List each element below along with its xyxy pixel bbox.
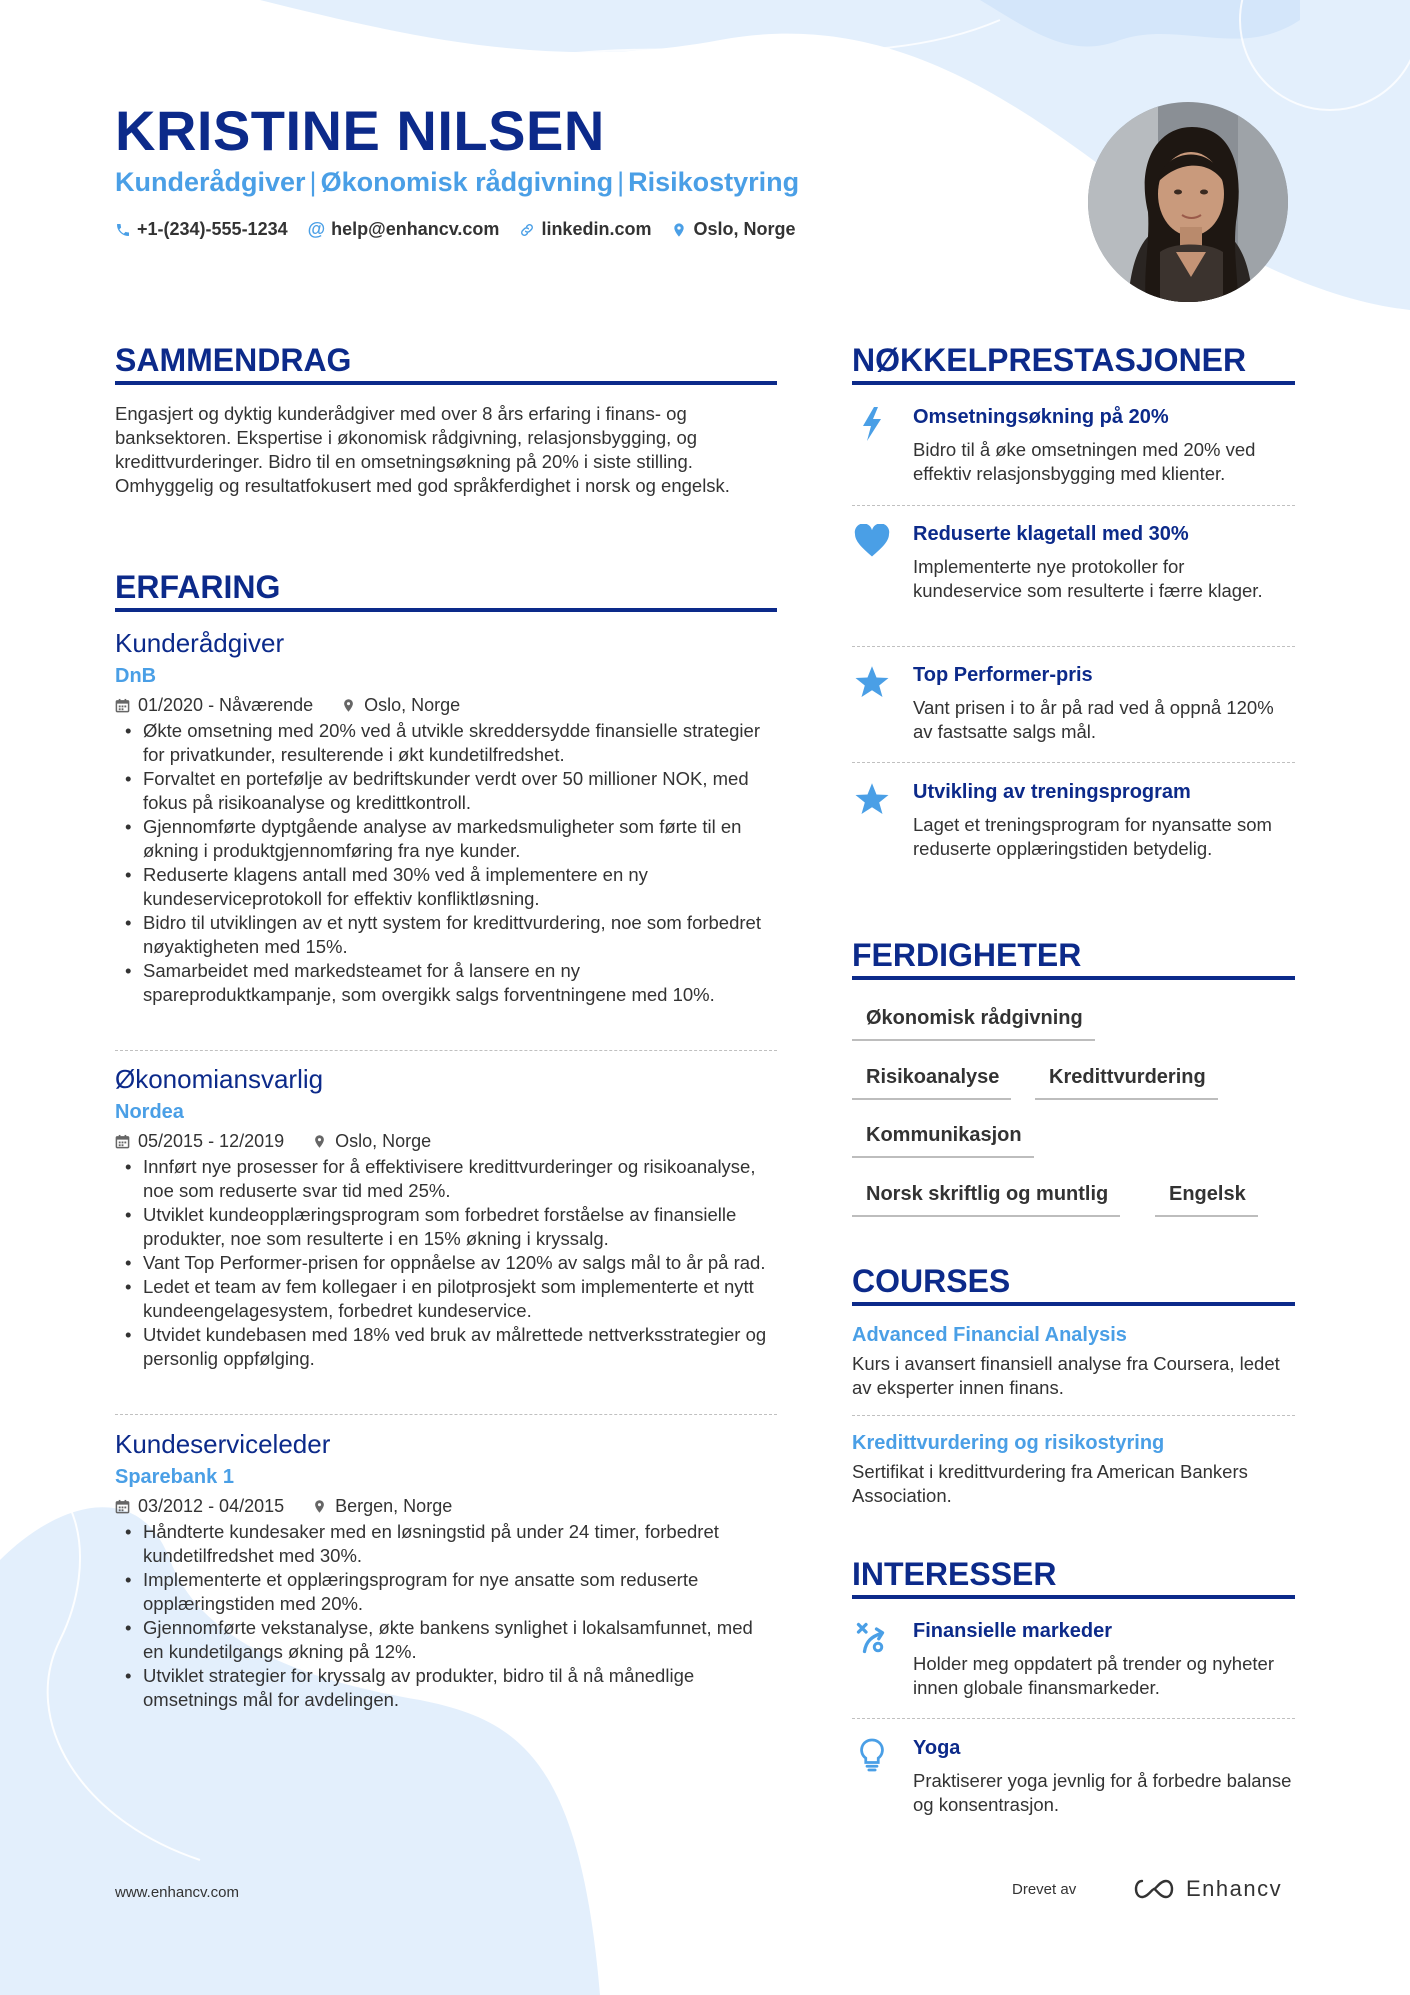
job-dates-text: 03/2012 - 04/2015 <box>138 1496 285 1516</box>
job-company: Sparebank 1 <box>115 1466 234 1488</box>
headline <box>115 167 799 198</box>
interest-desc: Praktiserer yoga jevnlig for å forbedre balanse og konsentrasjon. <box>913 1770 1292 1815</box>
skill-tag: Kredittvurdering <box>1035 1064 1218 1100</box>
job-title: Kundeserviceleder <box>115 1429 331 1459</box>
strategy-icon <box>852 1618 892 1658</box>
section-title-skills: FERDIGHETER <box>852 937 1295 980</box>
footer-brand: Enhancv <box>1186 1876 1283 1901</box>
section-title-experience: ERFARING <box>115 569 777 612</box>
footer-powered-by: Drevet av <box>1012 1881 1077 1898</box>
interest-item <box>852 1618 1295 1700</box>
location-pin-icon <box>341 698 356 713</box>
job-location <box>312 1129 431 1153</box>
divider <box>852 1415 1295 1416</box>
job-bullets <box>115 719 777 1007</box>
job-location <box>341 693 460 717</box>
course-desc: Kurs i avansert finansiell analyse fra Coursera, ledet av eksperter innen finans. <box>852 1353 1280 1398</box>
achievement-title: Reduserte klagetall med 30% <box>913 523 1189 545</box>
job-bullet: • Håndterte kundesaker med en løsningstid på under 24 timer, forbedret kundetilfredshet med 30%. <box>115 1520 777 1568</box>
section-title-interests: INTERESSER <box>852 1556 1295 1599</box>
contact-linkedin[interactable] <box>519 219 651 240</box>
course-item <box>852 1430 1295 1508</box>
star-icon <box>852 779 892 819</box>
achievement-item <box>852 404 1295 486</box>
divider <box>852 1718 1295 1719</box>
achievement-desc: Laget et treningsprogram for nyansatte som reduserte opplæringstiden betydelig. <box>913 814 1272 859</box>
job-bullet: • Innført nye prosesser for å effektivisere kredittvurderinger og risikoanalyse, noe som reduserte svar tid med 25%. <box>115 1155 777 1203</box>
infinity-logo-icon <box>1130 1877 1178 1901</box>
interest-desc: Holder meg oppdatert på trender og nyheter innen globale finansmarkeder. <box>913 1653 1274 1698</box>
achievement-desc: Bidro til å øke omsetningen med 20% ved effektiv relasjonsbygging med klienter. <box>913 439 1256 484</box>
achievement-item <box>852 521 1295 603</box>
job-location-text: Oslo, Norge <box>364 695 461 715</box>
job-meta <box>115 1494 777 1518</box>
headline-part: Risikostyring <box>628 167 800 197</box>
lightning-icon <box>852 404 892 444</box>
enhancv-logo[interactable] <box>1130 1876 1282 1902</box>
calendar-icon <box>115 1499 130 1514</box>
linkedin-text: linkedin.com <box>541 219 652 239</box>
job-bullet: • Gjennomførte vekstanalyse, økte bankens synlighet i lokalsamfunnet, med en kundetilgangs økning på 12%. <box>115 1616 777 1664</box>
achievement-item <box>852 662 1295 744</box>
job-dates <box>115 1494 284 1518</box>
course-title: Kredittvurdering og risikostyring <box>852 1432 1165 1454</box>
job-bullet: • Gjennomførte dyptgående analyse av markedsmuligheter som førte til en økning i produktgjennomføring fra nye kunder. <box>115 815 777 863</box>
section-title-courses: COURSES <box>852 1263 1295 1306</box>
job-title: Økonomiansvarlig <box>115 1064 324 1094</box>
job-dates <box>115 1129 284 1153</box>
job-dates <box>115 693 313 717</box>
job-location <box>312 1494 452 1518</box>
job-bullet: • Utviklet strategier for kryssalg av produkter, bidro til å nå månedlige omsetnings mål for avdelingen. <box>115 1664 777 1712</box>
headline-part: Kunderådgiver <box>115 167 306 197</box>
skill-tag: Norsk skriftlig og muntlig <box>852 1181 1120 1217</box>
job-bullet: • Forvaltet en portefølje av bedriftskunder verdt over 50 millioner NOK, med fokus på risikoanalyse og kredittkontroll. <box>115 767 777 815</box>
job-bullet: • Samarbeidet med markedsteamet for å lansere en ny spareproduktkampanje, som overgikk salgs forventningene med 10%. <box>115 959 777 1007</box>
at-icon: @ <box>307 219 326 239</box>
course-item <box>852 1322 1295 1400</box>
job-bullet: • Ledet et team av fem kollegaer i en pilotprosjekt som implementerte et nytt kundeengelagesystem, forbedret kundeservice. <box>115 1275 777 1323</box>
interest-item <box>852 1735 1295 1817</box>
achievement-title: Top Performer-pris <box>913 664 1093 686</box>
footer-website[interactable]: www.enhancv.com <box>115 1884 239 1901</box>
divider <box>852 646 1295 647</box>
link-icon <box>519 222 535 238</box>
skill-tag: Kommunikasjon <box>852 1122 1034 1158</box>
contact-row <box>115 219 795 240</box>
job-bullet: • Implementerte et opplæringsprogram for nye ansatte som reduserte opplæringstiden med 20%. <box>115 1568 777 1616</box>
contact-email[interactable] <box>308 219 500 240</box>
divider <box>852 762 1295 763</box>
email-text: help@enhancv.com <box>331 219 500 239</box>
course-desc: Sertifikat i kredittvurdering fra American Bankers Association. <box>852 1461 1248 1506</box>
job-meta <box>115 1129 777 1153</box>
summary-text: Engasjert og dyktig kunderådgiver med over 8 års erfaring i finans- og banksektoren. Ekspertise i økonomisk rådgivning, relasjonsbygging, og kredittvurderinger. Bidro til en omsetningsøkning på 20% i siste stilling. Omhyggelig og resultatfokusert med god språkferdighet i norsk og engelsk. <box>115 403 730 496</box>
achievement-desc: Vant prisen i to år på rad ved å oppnå 120% av fastsatte salgs mål. <box>913 697 1274 742</box>
job-entry <box>115 627 777 1007</box>
skill-tag: Engelsk <box>1155 1181 1258 1217</box>
divider <box>115 1414 777 1415</box>
interest-title: Yoga <box>913 1737 961 1759</box>
achievement-desc: Implementerte nye protokoller for kundeservice som resulterte i færre klager. <box>913 556 1263 601</box>
interest-title: Finansielle markeder <box>913 1620 1112 1642</box>
achievement-title: Utvikling av treningsprogram <box>913 781 1191 803</box>
job-entry <box>115 1428 777 1712</box>
skill-tag: Økonomisk rådgivning <box>852 1005 1095 1041</box>
job-bullet: • Utvidet kundebasen med 18% ved bruk av målrettede nettverksstrategier og personlig oppfølging. <box>115 1323 777 1371</box>
job-bullet: • Utviklet kundeopplæringsprogram som forbedret forståelse av finansielle produkter, noe som resulterte i en 15% økning i kryssalg. <box>115 1203 777 1251</box>
achievement-title: Omsetningsøkning på 20% <box>913 406 1169 428</box>
job-dates-text: 05/2015 - 12/2019 <box>138 1131 285 1151</box>
section-title-summary: SAMMENDRAG <box>115 342 777 385</box>
job-entry <box>115 1063 777 1371</box>
candidate-name: KRISTINE NILSEN <box>115 99 605 162</box>
headline-part: Økonomisk rådgivning <box>320 167 614 197</box>
location-pin-icon <box>312 1134 327 1149</box>
location-pin-icon <box>671 222 687 238</box>
section-title-achievements: NØKKELPRESTASJONER <box>852 342 1295 385</box>
contact-phone[interactable] <box>115 219 288 240</box>
job-meta <box>115 693 777 717</box>
job-bullet: • Vant Top Performer-prisen for oppnåelse av 120% av salgs mål to år på rad. <box>115 1251 777 1275</box>
job-bullets <box>115 1155 777 1371</box>
job-company: DnB <box>115 665 157 687</box>
divider <box>115 1050 777 1051</box>
headline-separator: | <box>617 167 625 197</box>
skill-tag: Risikoanalyse <box>852 1064 1011 1100</box>
star-icon <box>852 662 892 702</box>
headline-separator: | <box>309 167 317 197</box>
divider <box>852 505 1295 506</box>
phone-icon <box>115 222 131 238</box>
phone-text: +1-(234)-555-1234 <box>137 219 288 239</box>
job-dates-text: 01/2020 - Nåværende <box>138 695 314 715</box>
profile-photo <box>1088 102 1288 302</box>
location-text: Oslo, Norge <box>693 219 796 239</box>
job-title: Kunderådgiver <box>115 628 285 658</box>
calendar-icon <box>115 698 130 713</box>
job-location-text: Oslo, Norge <box>335 1131 432 1151</box>
job-bullet: • Reduserte klagens antall med 30% ved å implementere en ny kundeserviceprotokoll for effektiv konfliktløsning. <box>115 863 777 911</box>
job-bullet: • Bidro til utviklingen av et nytt system for kredittvurdering, noe som forbedret nøyaktigheten med 15%. <box>115 911 777 959</box>
job-bullets <box>115 1520 777 1712</box>
heart-icon <box>852 521 892 561</box>
location-pin-icon <box>312 1499 327 1514</box>
calendar-icon <box>115 1134 130 1149</box>
job-bullet: • Økte omsetning med 20% ved å utvikle skreddersydde finansielle strategier for privatkunder, resulterende i økt kundetilfredshet. <box>115 719 777 767</box>
achievement-item <box>852 779 1295 861</box>
contact-location <box>671 219 795 240</box>
lightbulb-icon <box>852 1735 892 1775</box>
course-title: Advanced Financial Analysis <box>852 1324 1127 1346</box>
job-location-text: Bergen, Norge <box>335 1496 453 1516</box>
job-company: Nordea <box>115 1101 184 1123</box>
